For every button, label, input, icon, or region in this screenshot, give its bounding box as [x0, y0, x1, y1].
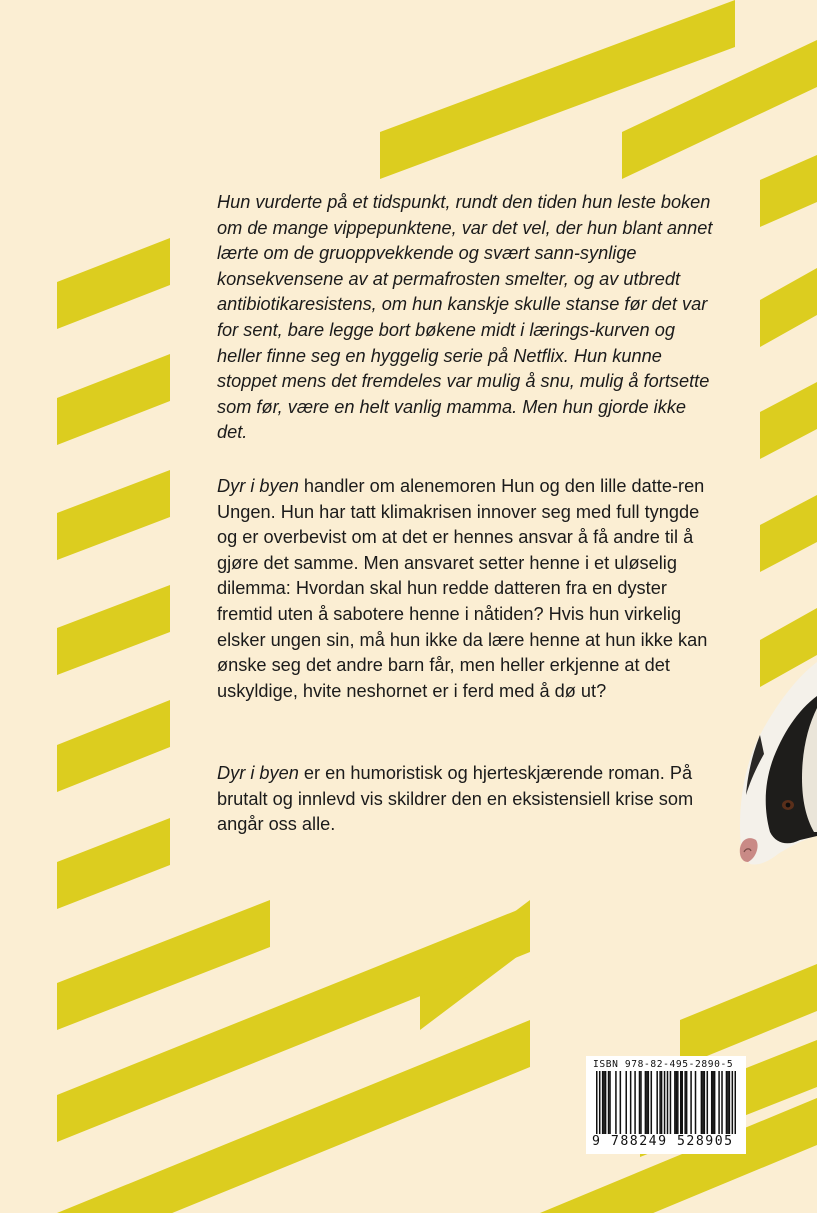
stripe-band — [57, 470, 170, 560]
stripe-band — [57, 905, 530, 1142]
stripe-band — [760, 382, 817, 459]
stripe-band — [57, 585, 170, 675]
closing-paragraph — [217, 761, 717, 838]
excerpt-paragraph: Hun vurderte på et tidspunkt, rundt den tiden hun leste boken om de mange vippepunktene, var det vel, der hun blant annet lærte om de gruoppvekkende og svært sann-synlige konsekvensene av at permafrosten smelter, og av utbredt antibiotikaresistens, om hun kanskje skulle stanse før det var for sent, bare legge bort bøkene midt i lærings-kurven og heller finne seg en hyggelig serie på Netflix. Hun kunne stoppet mens det fremdeles var mulig å snu, mulig å fortsette som før, være en helt vanlig mamma. Men hun gjorde ikke det. — [217, 192, 713, 443]
stripe-band — [57, 238, 170, 329]
summary-paragraph — [217, 474, 717, 704]
stripe-band — [760, 155, 817, 227]
book-title-italic: Dyr i byen — [217, 476, 299, 496]
closing-body: er en humoristisk og hjerteskjærende roman. På brutalt og innlevd vis skildrer den en eksistensiell krise som angår oss alle. — [217, 763, 694, 835]
stripe-band — [57, 354, 170, 445]
stripe-band — [57, 900, 270, 1030]
stripe-band — [380, 0, 735, 179]
stripe-band — [760, 495, 817, 572]
book-title-italic-2: Dyr i byen — [217, 763, 299, 783]
stripe-band — [760, 268, 817, 347]
badger-icon — [736, 650, 817, 870]
stripe-band — [57, 818, 170, 909]
barcode-digits: 9 788249 528905 — [592, 1134, 734, 1149]
barcode — [586, 1056, 746, 1154]
isbn-label: ISBN 978-82-495-2890-5 — [593, 1059, 734, 1070]
summary-body: handler om alenemoren Hun og den lille datte-ren Ungen. Hun har tatt klimakrisen innover seg med full tyngde og er overbevist om at det er hennes ansvar å få andre til å gjøre det samme. Men ansvaret setter henne i et uløselig dilemma: Hvordan skal hun redde datteren fra en dyster fremtid uten å sabotere henne i nåtiden? Hvis hun virkelig elsker ungen sin, må hun ikke da lære henne at hun ikke kan ønske seg det andre barn får, men heller erkjenne at det uskyldige, hvite neshornet er i ferd med å dø ut? — [217, 476, 708, 701]
stripe-band — [57, 1020, 530, 1213]
stripe-band — [57, 700, 170, 792]
